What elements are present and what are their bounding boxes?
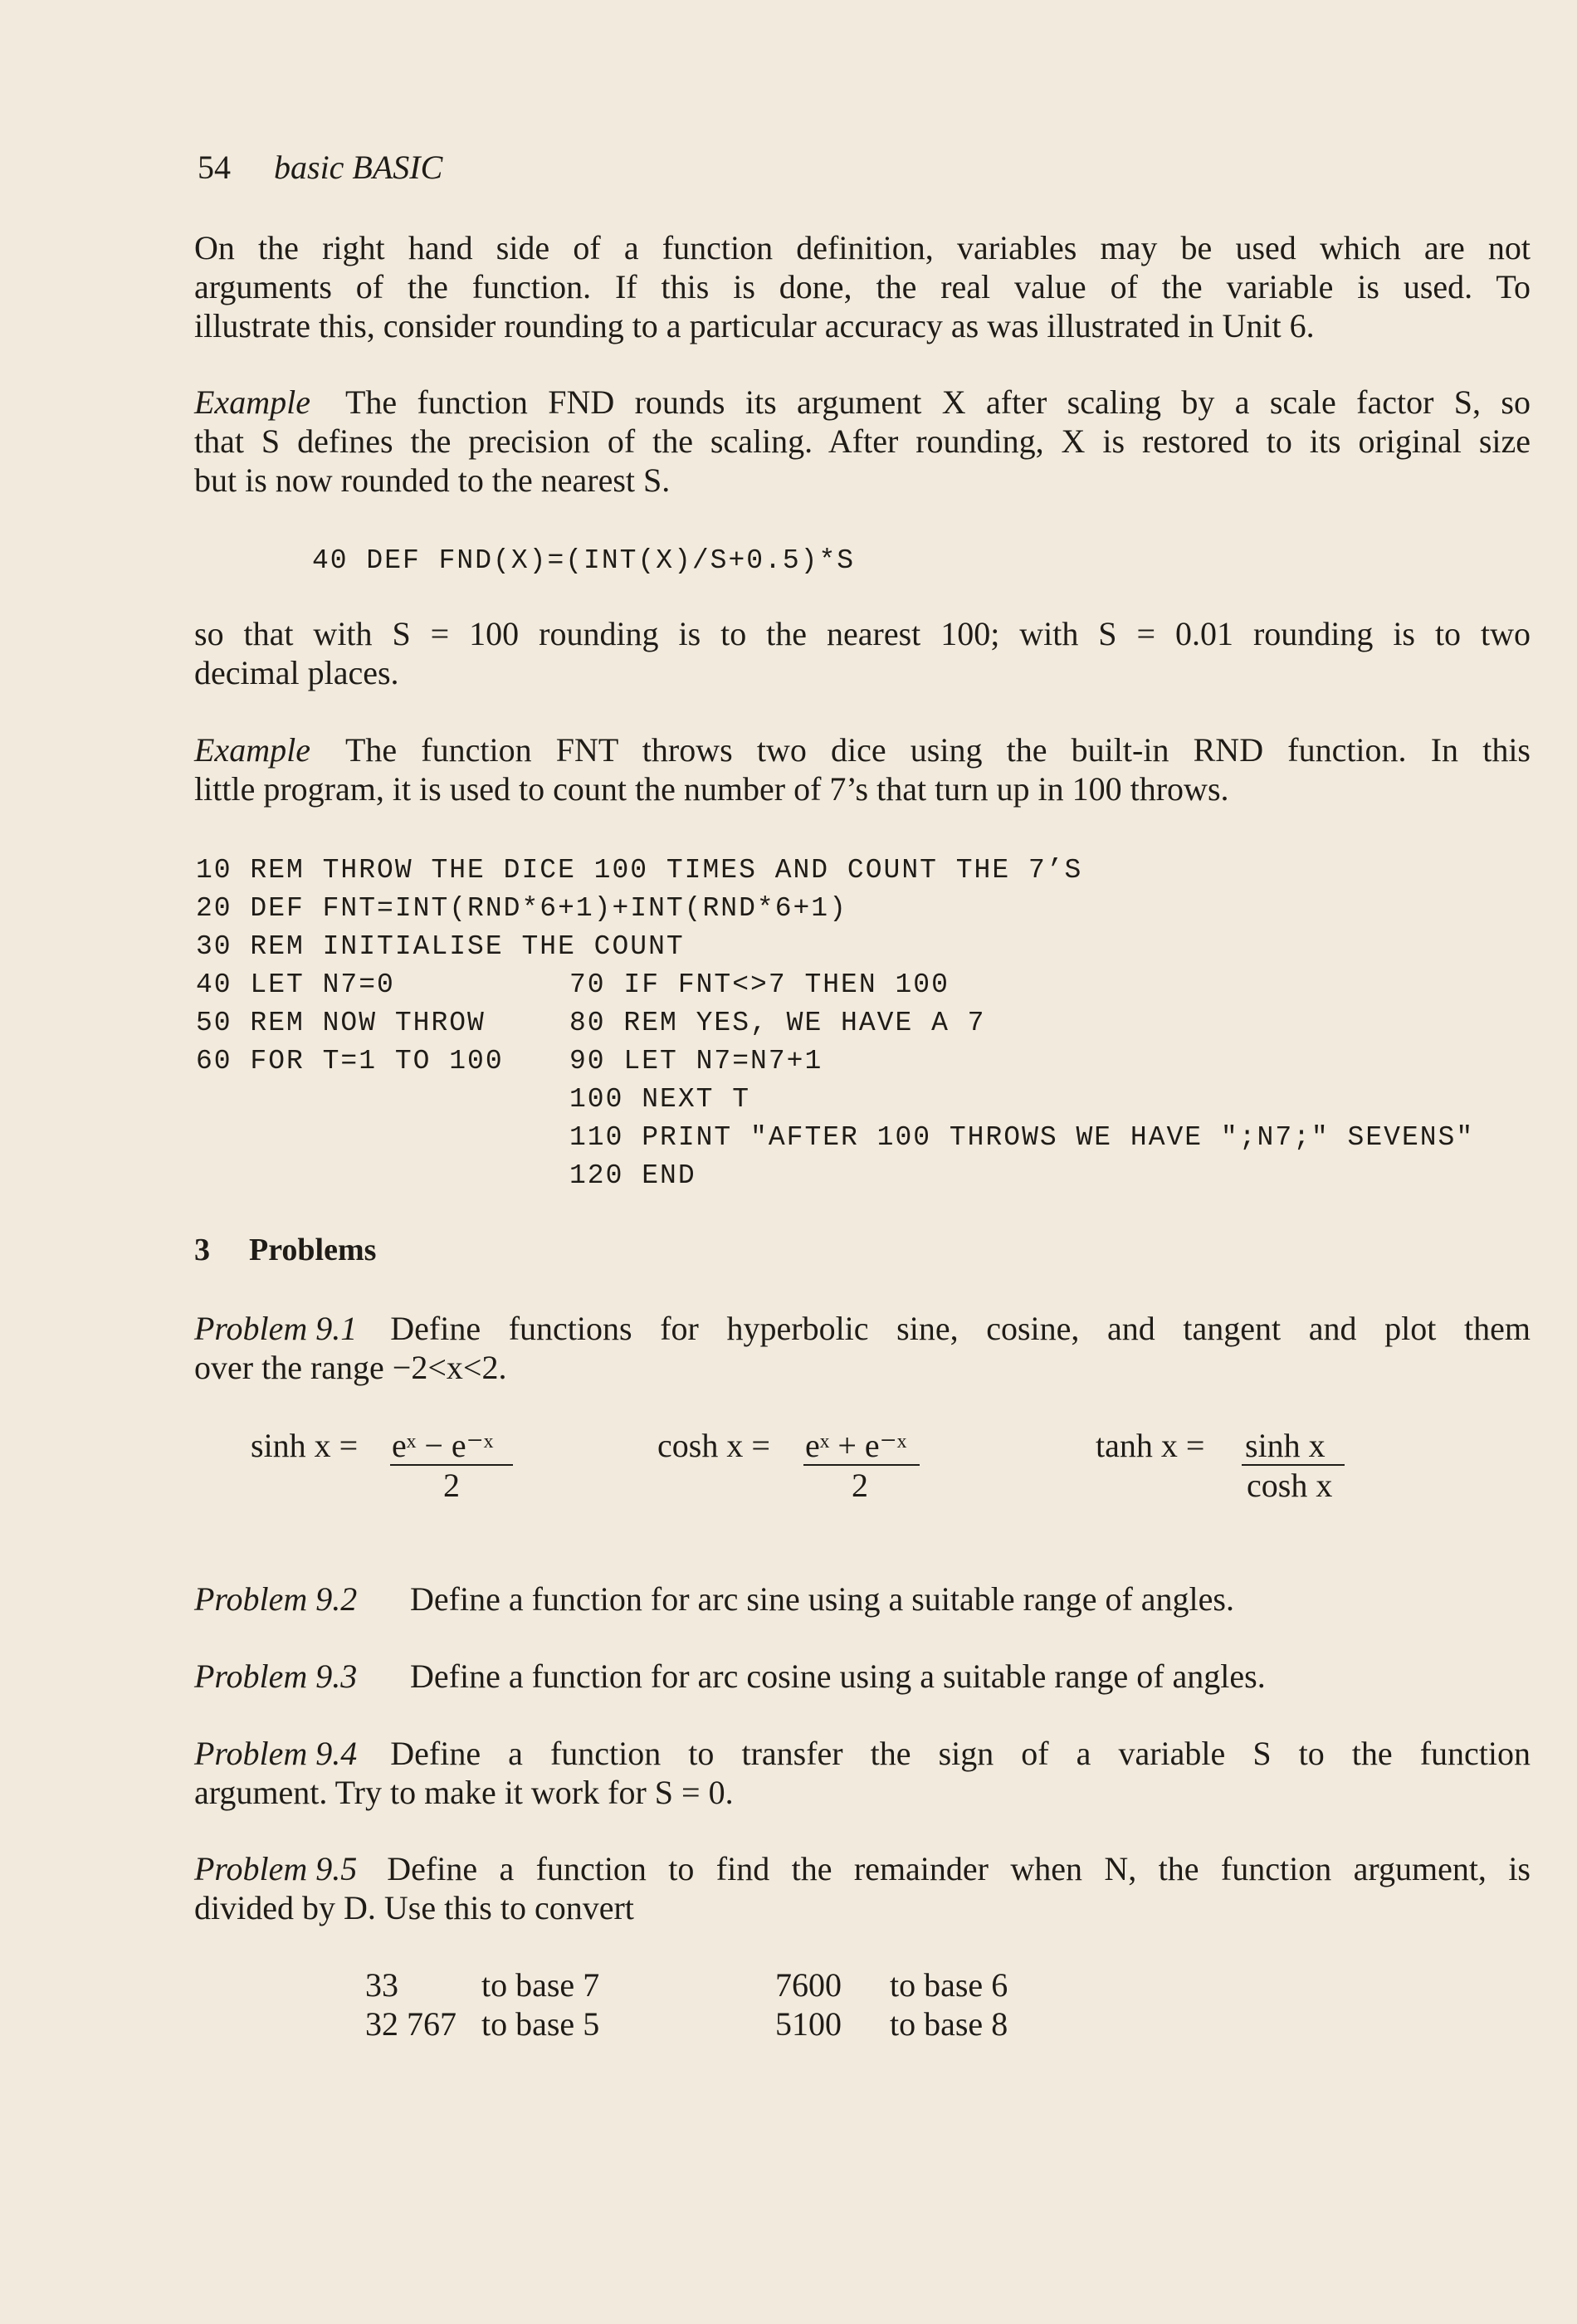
problem-label: Problem 9.1 (194, 1310, 358, 1347)
example-first-line (194, 730, 1531, 769)
section-title: Problems (249, 1233, 377, 1267)
running-title: basic BASIC (274, 149, 443, 186)
text-line: so that with S = 100 rounding is to the nearest 100; with S = 0.01 rounding is to two (194, 615, 1531, 652)
conversion-target: to base 8 (890, 2005, 1008, 2043)
problem-first-line (194, 1309, 1531, 1348)
text-line: On the right hand side of a function definition, variables may be used which are not (194, 229, 1531, 266)
sinh-numerator: eˣ − e⁻ˣ (392, 1427, 494, 1464)
cosh-denominator: 2 (852, 1467, 868, 1504)
text-line: illustrate this, consider rounding to a particular accuracy as was illustrated in Unit 6. (194, 307, 1315, 344)
text-line: Define a function for arc cosine using a suitable range of angles. (410, 1658, 1266, 1695)
code-line: 30 REM INITIALISE THE COUNT (196, 931, 685, 962)
text-line: Define a function to transfer the sign of a variable S to the function (390, 1735, 1531, 1772)
problem-first-line (194, 1849, 1531, 1888)
cosh-lhs: cosh x = (657, 1427, 770, 1464)
conversion-target: to base 7 (481, 1966, 600, 2004)
code-line: 60 FOR T=1 TO 100 (196, 1046, 504, 1077)
text-line: Define a function to find the remainder when N, the function argument, is (387, 1850, 1531, 1887)
conversion-number: 5100 (775, 2005, 842, 2043)
code-line: 120 END (569, 1160, 696, 1191)
tanh-lhs: tanh x = (1096, 1427, 1205, 1464)
code-line: 100 NEXT T (569, 1084, 751, 1115)
conversion-target: to base 6 (890, 1966, 1008, 2004)
tanh-numerator: sinh x (1245, 1427, 1326, 1464)
text-line: argument. Try to make it work for S = 0. (194, 1774, 734, 1811)
page-number: 54 (198, 149, 231, 186)
text-line: little program, it is used to count the number of 7’s that turn up in 100 throws. (194, 770, 1229, 808)
code-line: 40 LET N7=0 (196, 969, 395, 1000)
example-first-line (194, 383, 1531, 422)
text-line: Define a function for arc sine using a suitable range of angles. (410, 1580, 1234, 1618)
text-line: The function FND rounds its argument X after scaling by a scale factor S, so (344, 383, 1531, 421)
problem-label: Problem 9.4 (194, 1735, 358, 1772)
conversion-number: 32 767 (365, 2005, 456, 2043)
example-label: Example (194, 383, 310, 421)
text-line: divided by D. Use this to convert (194, 1889, 634, 1926)
problem-label: Problem 9.5 (194, 1850, 358, 1887)
code-line: 50 REM NOW THROW (196, 1008, 486, 1038)
code-line: 70 IF FNT<>7 THEN 100 (569, 969, 950, 1000)
problem-label: Problem 9.3 (194, 1658, 358, 1695)
text-line: The function FNT throws two dice using the built-in RND function. In this (344, 731, 1531, 769)
code-line: 40 DEF FND(X)=(INT(X)/S+0.5)*S (312, 545, 856, 576)
text-line: but is now rounded to the nearest S. (194, 461, 671, 499)
code-line: 80 REM YES, WE HAVE A 7 (569, 1008, 986, 1038)
text-line: over the range −2<x<2. (194, 1349, 507, 1386)
conversion-number: 7600 (775, 1966, 842, 2004)
cosh-numerator: eˣ + e⁻ˣ (805, 1427, 907, 1464)
example-label: Example (194, 731, 310, 769)
code-line: 20 DEF FNT=INT(RND*6+1)+INT(RND*6+1) (196, 893, 847, 924)
text-line: that S defines the precision of the scaling. After rounding, X is restored to its original size (194, 422, 1531, 460)
tanh-denominator: cosh x (1247, 1467, 1333, 1504)
text-line: decimal places. (194, 654, 399, 691)
sinh-denominator: 2 (443, 1467, 460, 1504)
problem-first-line (194, 1734, 1531, 1773)
section-number: 3 (194, 1233, 210, 1267)
code-line: 90 LET N7=N7+1 (569, 1046, 823, 1077)
problem-label: Problem 9.2 (194, 1580, 358, 1618)
code-line: 10 REM THROW THE DICE 100 TIMES AND COUNT THE 7’S (196, 855, 1083, 886)
sinh-lhs: sinh x = (251, 1427, 359, 1464)
text-line: arguments of the function. If this is done, the real value of the variable is used. To (194, 268, 1531, 305)
conversion-target: to base 5 (481, 2005, 600, 2043)
text-line: Define functions for hyperbolic sine, cosine, and tangent and plot them (390, 1310, 1531, 1347)
conversion-number: 33 (365, 1966, 398, 2004)
code-line: 110 PRINT "AFTER 100 THROWS WE HAVE ";N7;" SEVENS" (569, 1122, 1475, 1153)
